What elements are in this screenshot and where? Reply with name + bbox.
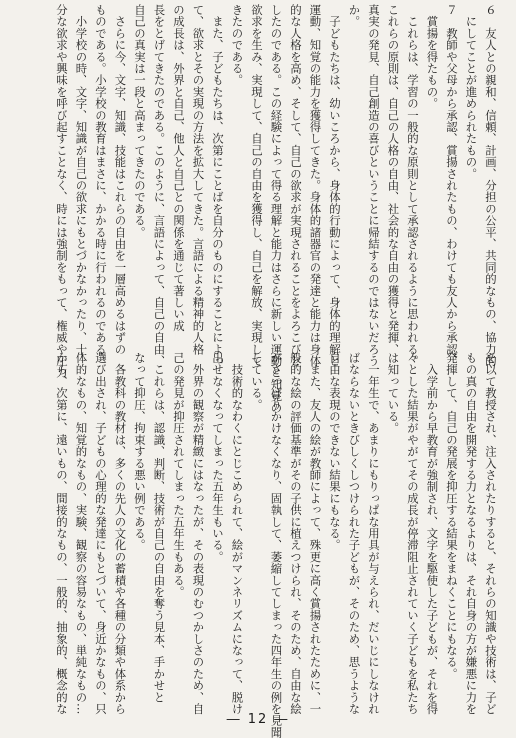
text-line: また、子どもたちは、次第にことばを自分のものにすることによっ xyxy=(211,4,225,367)
text-line: 出せなくなってしまった五年生もいる。 xyxy=(211,352,225,563)
text-line: 選び出され、子どもの心理的な発達にもとづいて、身近かなもの、只 xyxy=(94,352,108,715)
text-line: 分な欲求や興味を呼び起すことなく、時には強制をもって、権威や圧力 xyxy=(55,4,69,379)
text-line: 入学前から早教育が強制され、文字を駆使した子どもが、それを得 xyxy=(425,352,440,715)
text-line: にしてことが進められたもの。 xyxy=(464,4,479,180)
text-line: ものである。小学校の教育はまさに、かかる時に行われるのである。 xyxy=(94,4,108,367)
text-line: また、友人の絵が教師によって、殊更に高く賞揚されたために、一 xyxy=(308,352,323,715)
text-line: もの真の自由を開発する力となるよりは、それ自身の方が嫌悪に力を xyxy=(464,352,479,715)
text-line: の成長は、外界と自己、他人と自己との関係を通じて著しい成 xyxy=(172,4,186,332)
text-line: 技術的なわくにとじこめられて、絵がマンネリズムになって、脱け xyxy=(230,352,245,715)
text-line: これらの原則は、自己の人格の自由、社会的な自由の獲得と発揮、 xyxy=(386,4,401,355)
text-line: 的な人格を高め、そして、自己の欲求が実現されることをよろこびと xyxy=(289,4,303,367)
text-line: 己の発見が抑圧されてしまった五年生もある。 xyxy=(172,352,186,598)
text-line: 発揮して、自己の発展を抑圧する結果をまねくことにもなる。 xyxy=(445,352,459,680)
text-line: 真実の発見、自己創造の喜びということに帰結するのではないだろう xyxy=(367,4,381,367)
text-line: 賞揚を得たもの。 xyxy=(425,4,440,110)
text-line: なって抑圧、拘束する悪い例である。 xyxy=(133,352,147,551)
text-line: これらは、認識、判断、技術が自己の自由を奪う見本、手かせと xyxy=(152,352,167,703)
text-line: 各教科の教材は、多くの先人の文化の蓄積や各種の分類や体系から xyxy=(113,352,128,715)
text-line: 自由な表現のできない結果にもなる。 xyxy=(328,352,342,551)
text-line: を以て教授され、注入されたりすると、それらの知識や技術は、子ど xyxy=(484,352,498,715)
text-line: 一年生で、あまりにもりっぱな用具が与えられ、だいじにしなけれ xyxy=(367,352,381,715)
text-line: 欲求を生み、実現して、自己の自由を獲得し、自己を解放、実現して xyxy=(250,4,264,367)
text-line: ７ 教師や父母から承認、賞揚されたもの、わけても友人から承認、 xyxy=(445,4,459,367)
text-line: さらに今、文字、知識、技能はこれらの自由を一層高めるはずの xyxy=(113,4,128,355)
text-line: ばならないときびしくしつけられた子どもが、そのため、思うような xyxy=(347,352,362,715)
text-line: て、欲求とその実現の方法を拡大してきた。言語による精神的人格 xyxy=(191,4,206,355)
text-line: は知っている。 xyxy=(386,352,401,434)
text-line: したのである。この経験によって得る理解と能力はさらに新しい運動と知覚の xyxy=(269,4,284,414)
text-line: 長をとげてきたのである。このように、言語によって、自己の自由、 xyxy=(152,4,167,367)
text-line: 外界の観察が精緻にはなったが、その表現のむつかしさのため、自 xyxy=(191,352,206,715)
text-line: 子どもたちは、幼いころから、身体的行動によって、身体的理解と xyxy=(328,4,342,367)
text-line: 小学校の時、文字、知識が自己の欲求にもとづかなかったり、十 xyxy=(74,4,89,355)
text-line: これらは、学習の一般的な原則として承認されるように思われる。 xyxy=(406,4,420,367)
text-line: きたのである。 xyxy=(230,4,245,86)
text-line: 般的な絵の評価基準がその子供に植えつけられ、そのため、自由な絵 xyxy=(289,352,303,715)
text-line: か。 xyxy=(347,4,362,28)
text-line: 々とした結果がやがてその成長が停滞阻止されていく子どもを私たち xyxy=(406,352,420,715)
text-line: から、次第に、遠いもの、間接的なもの、一般的、抽象的、概念的な xyxy=(55,352,69,715)
page-number: ― 12 ― xyxy=(226,712,290,727)
text-line: している。 xyxy=(250,352,264,411)
text-line: ６ 友人との親和、信頼、計画、分担の公平、共同的なもの、協力的 xyxy=(484,4,498,367)
text-line: 運動、知覚の能力を獲得してきた。身体的諸器官の発達と能力は身体 xyxy=(308,4,323,367)
text-line: がさっぱりかけなくなり、固執して、萎縮してしまった四年生の例を見聞 xyxy=(269,352,284,738)
text-line: 自己の真実は一段と高まってきたのである。 xyxy=(133,4,147,238)
text-line: 体的なもの、知覚的なもの、実験、観察の容易なもの、単純なもの… xyxy=(74,352,89,715)
